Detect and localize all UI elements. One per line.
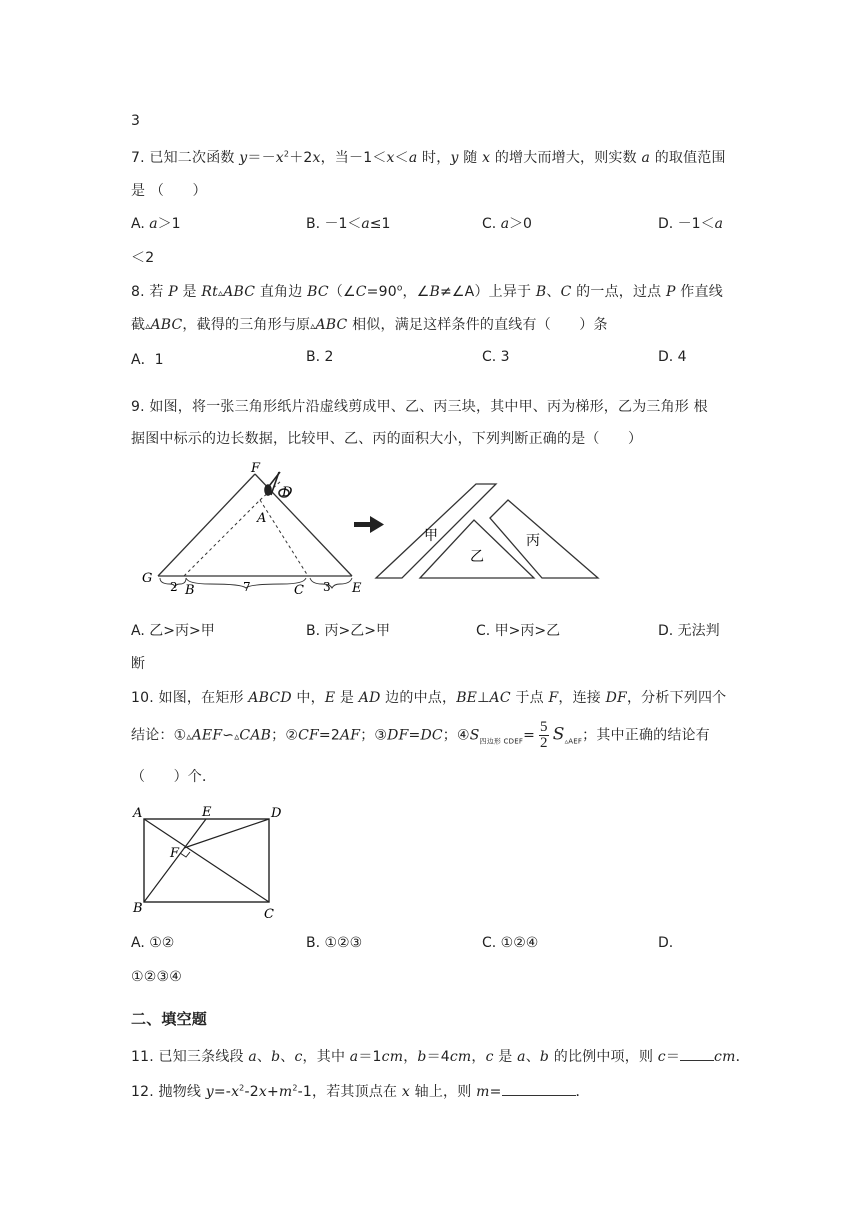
q10-stem-line3: （ ）个． [131, 769, 217, 785]
q10-label-f: F [170, 846, 180, 861]
q9-label-g: G [142, 571, 153, 586]
q9-option-a[interactable]: A. 乙>丙>甲 [131, 623, 215, 639]
q9-length-2: 2 [170, 580, 178, 594]
q9-brace-3 [310, 578, 352, 588]
q9-label-b: B [185, 583, 195, 598]
previous-question-tail: 3 [131, 113, 141, 129]
q10-stem-line2: 结论：①▵AEF∽▵CAB；②CF=2AF；③DF=DC；$④S_{四边形 CDEF}=$ $\frac{5}{2}$ $S_{▵AEF}$；其中正确的结论有 [131, 719, 710, 751]
q9-side-gf [158, 474, 255, 576]
q12-answer-blank[interactable] [502, 1095, 576, 1096]
q8-option-c[interactable]: C. 3 [482, 349, 510, 365]
q9-cut-ba [184, 500, 260, 576]
q7-option-a[interactable]: A. a＞1 [131, 216, 181, 232]
section-heading: 二、填空题 [131, 1010, 208, 1028]
q9-label-f: F [251, 461, 261, 476]
q8-option-b[interactable]: B. 2 [306, 349, 334, 365]
q9-figure [130, 460, 610, 600]
q7-option-b[interactable]: B. －1＜a≤1 [306, 216, 391, 232]
q7-stem-line1: 7. 已知二次函数 $y=-x^2+2x$，当－1＜x＜a 时，y 随 x 的增大而增大，则实数 a 的取值范围 [131, 149, 726, 166]
q11-answer-blank[interactable] [680, 1060, 714, 1061]
q9-label-c: C [294, 583, 304, 598]
q12-stem: 12. 抛物线 $y=-x^2-2x+m^2-1$，若其顶点在 x 轴上，则 m= ． [131, 1083, 590, 1100]
q7-option-c[interactable]: C. a＞0 [482, 216, 532, 232]
q8-stem-line1: 8. 若 P 是 Rt▵ABC 直角边 $BC(\angle C=90^o$，∠B≠∠A）上异于 B、C 的一点，过点 P 作直线 [131, 283, 723, 300]
q7-stem-line2: 是 （ ） [131, 183, 207, 199]
q10-figure [128, 800, 298, 922]
q9-label-a: A [257, 511, 267, 526]
diagonal-ac [144, 819, 269, 902]
q9-option-d[interactable]: D. 无法判 [658, 623, 720, 639]
q10-stem-line1: 10. 如图，在矩形 ABCD 中，E 是 AD 边的中点，BE⊥AC 于点 F，连接 DF，分析下列四个 [131, 690, 727, 706]
q10-option-d[interactable]: D. [658, 935, 674, 951]
fraction-five-halves: $\frac{5}{2}$ [540, 719, 548, 751]
q9-stem-line1: 9. 如图，将一张三角形纸片沿虚线剪成甲、乙、丙三块，其中甲、丙为梯形，乙为三角形 根 [131, 399, 708, 415]
piece-jia-label: 甲 [424, 528, 438, 544]
q10-option-a[interactable]: A. ①② [131, 935, 175, 951]
q10-label-d: D [271, 806, 282, 821]
piece-bing [490, 500, 598, 578]
q9-stem-line2: 据图中标示的边长数据，比较甲、乙、丙的面积大小，下列判断正确的是（ ） [131, 431, 643, 447]
q11-stem: 11. 已知三条线段 a、b、c，其中 a＝1cm，b＝4cm，c 是 a、b 的比例中项，则 c＝ cm． [131, 1049, 750, 1065]
q10-option-c[interactable]: C. ①②④ [482, 935, 539, 951]
q9-label-e: E [352, 581, 362, 596]
q7-option-d[interactable]: D. －1＜a [658, 216, 723, 232]
right-arrow-icon [354, 516, 384, 533]
q10-label-c: C [264, 907, 274, 922]
q10-label-b: B [133, 901, 143, 916]
q10-label-a: A [133, 806, 143, 821]
q8-option-a[interactable]: A．1 [131, 352, 164, 368]
q9-length-3: 3 [323, 580, 331, 594]
segment-df [184, 819, 269, 848]
q9-length-7: 7 [243, 580, 251, 594]
q8-option-d[interactable]: D. 4 [658, 349, 687, 365]
q7-option-d-wrap: ＜2 [131, 250, 155, 266]
q9-option-c[interactable]: C. 甲>丙>乙 [476, 623, 561, 639]
q10-option-b[interactable]: B. ①②③ [306, 935, 363, 951]
q10-label-e: E [202, 805, 212, 820]
q9-option-b[interactable]: B. 丙>乙>甲 [306, 623, 390, 639]
q10-option-d-wrap: ①②③④ [131, 969, 183, 985]
piece-yi-label: 乙 [470, 549, 484, 565]
q9-option-d-wrap: 断 [131, 656, 146, 672]
piece-bing-label: 丙 [526, 533, 540, 549]
q9-label-d: D [282, 485, 293, 500]
q9-cut-ac [260, 500, 308, 576]
q8-stem-line2: 截▵ABC，截得的三角形与原▵ABC 相似，满足这样条件的直线有（ ）条 [131, 317, 608, 333]
